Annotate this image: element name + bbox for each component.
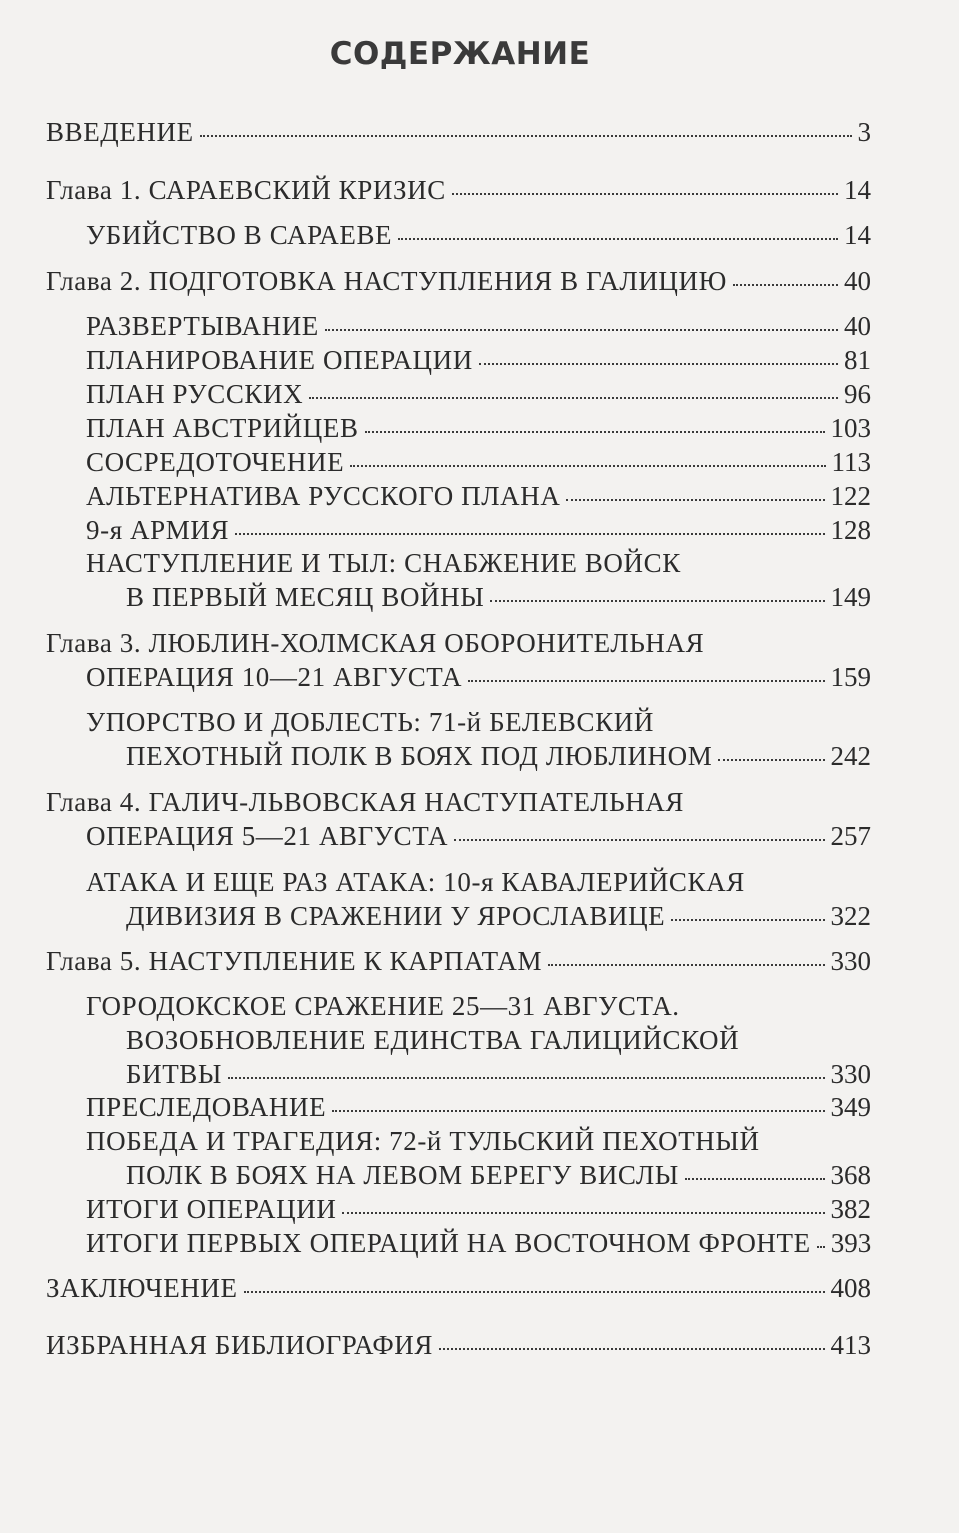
toc-entry [86, 1124, 871, 1192]
toc-entry-title: ПЛАНИРОВАНИЕ ОПЕРАЦИИ [86, 345, 473, 375]
toc-entry [86, 1226, 871, 1260]
toc-page-number: 242 [830, 741, 871, 771]
toc-entry-title: ПЛАН АВСТРИЙЦЕВ [86, 413, 359, 443]
toc-page-number: 128 [830, 515, 871, 545]
toc-entry [46, 264, 871, 298]
toc-page-number: 330 [830, 1059, 871, 1089]
toc-entry-title: ИЗБРАННАЯ БИБЛИОГРАФИЯ [46, 1330, 433, 1360]
dot-leader [398, 238, 838, 240]
toc-page-number: 81 [844, 345, 871, 375]
toc-page-number: 257 [830, 821, 871, 851]
toc-entry [46, 173, 871, 207]
toc-page-number: 96 [844, 379, 871, 409]
toc-entry-title: УБИЙСТВО В САРАЕВЕ [86, 220, 393, 250]
toc-entry-title: ЗАКЛЮЧЕНИЕ [46, 1273, 238, 1303]
toc-entry-title: Глава 2. ПОДГОТОВКА НАСТУПЛЕНИЯ В ГАЛИЦИЮ [46, 266, 727, 296]
toc-page-number: 14 [844, 220, 871, 250]
toc-page-number: 322 [830, 901, 871, 931]
toc-page-number: 3 [857, 117, 871, 147]
dot-leader [235, 533, 824, 535]
dot-leader [200, 135, 852, 137]
toc-entry [86, 865, 871, 933]
toc-entry-title: НАСТУПЛЕНИЕ И ТЫЛ: СНАБЖЕНИЕ ВОЙСК [86, 548, 681, 578]
dot-leader [439, 1348, 825, 1350]
dot-leader [244, 1291, 825, 1293]
toc-entry [86, 479, 871, 513]
toc-entry-title: ГОРОДОКСКОЕ СРАЖЕНИЕ 25—31 АВГУСТА. [86, 991, 680, 1021]
toc-entry-title: АТАКА И ЕЩЕ РАЗ АТАКА: 10-я КАВАЛЕРИЙСКАЯ [86, 867, 745, 897]
toc-entry [86, 513, 871, 547]
toc-entry-title: ПОЛК В БОЯХ НА ЛЕВОМ БЕРЕГУ ВИСЛЫ [126, 1160, 679, 1190]
toc-entry [86, 1192, 871, 1226]
toc-page-number: 330 [830, 946, 871, 976]
toc-page-number: 122 [830, 481, 871, 511]
toc-page-number: 349 [830, 1092, 871, 1122]
toc-entry-title: Глава 3. ЛЮБЛИН-ХОЛМСКАЯ ОБОРОНИТЕЛЬНАЯ [46, 628, 705, 658]
toc-entry-title: Глава 1. САРАЕВСКИЙ КРИЗИС [46, 175, 446, 205]
toc-entry [46, 944, 871, 978]
toc-entry-title: Глава 5. НАСТУПЛЕНИЕ К КАРПАТАМ [46, 946, 543, 976]
toc-entry [86, 989, 871, 1091]
dot-leader [685, 1178, 825, 1180]
toc-page-number: 149 [830, 582, 871, 612]
dot-leader [468, 680, 824, 682]
toc-entry-title: ПОБЕДА И ТРАГЕДИЯ: 72-й ТУЛЬСКИЙ ПЕХОТНЫЙ [86, 1126, 760, 1156]
dot-leader [548, 964, 824, 966]
toc-entry-title: АЛЬТЕРНАТИВА РУССКОГО ПЛАНА [86, 481, 561, 511]
toc-entry [46, 115, 871, 149]
toc-entry-title: ОПЕРАЦИЯ 10—21 АВГУСТА [86, 662, 463, 692]
toc-entry-title: ПЛАН РУССКИХ [86, 379, 304, 409]
dot-leader [817, 1246, 825, 1248]
toc-page-number: 14 [844, 175, 871, 205]
dot-leader [309, 397, 838, 399]
dot-leader [332, 1110, 824, 1112]
toc-entry-title: ВВЕДЕНИЕ [46, 117, 194, 147]
toc-entry-title: ОПЕРАЦИЯ 5—21 АВГУСТА [86, 821, 449, 851]
toc-entry [86, 1090, 871, 1124]
dot-leader [479, 363, 838, 365]
toc-entry-title: УПОРСТВО И ДОБЛЕСТЬ: 71-й БЕЛЕВСКИЙ [86, 707, 654, 737]
toc-page-number: 382 [830, 1194, 871, 1224]
toc-entry-title: 9-я АРМИЯ [86, 515, 230, 545]
toc-entry [86, 377, 871, 411]
dot-leader [490, 600, 824, 602]
toc-entry [86, 546, 871, 614]
toc-entry-title: ПРЕСЛЕДОВАНИЕ [86, 1092, 327, 1122]
dot-leader [733, 284, 838, 286]
toc-entry [46, 1328, 871, 1362]
toc-entry-title: ИТОГИ ОПЕРАЦИИ [86, 1194, 337, 1224]
toc-entry-title: Глава 4. ГАЛИЧ-ЛЬВОВСКАЯ НАСТУПАТЕЛЬНАЯ [46, 787, 685, 817]
toc-entry-title: ДИВИЗИЯ В СРАЖЕНИИ У ЯРОСЛАВИЦЕ [126, 901, 666, 931]
toc-entry [46, 626, 871, 694]
dot-leader [454, 839, 824, 841]
toc-entry-title: ИТОГИ ПЕРВЫХ ОПЕРАЦИЙ НА ВОСТОЧНОМ ФРОНТЕ [86, 1228, 811, 1258]
toc-entry [86, 309, 871, 343]
toc-page-number: 413 [830, 1330, 871, 1360]
toc-page-number: 159 [830, 662, 871, 692]
toc-page-number: 368 [830, 1160, 871, 1190]
toc-entry [86, 343, 871, 377]
toc-entry-title: ВОЗОБНОВЛЕНИЕ ЕДИНСТВА ГАЛИЦИЙСКОЙ [126, 1025, 740, 1055]
toc-entry [46, 1271, 871, 1305]
toc-entry-title: ПЕХОТНЫЙ ПОЛК В БОЯХ ПОД ЛЮБЛИНОМ [126, 741, 713, 771]
toc-entry-title: В ПЕРВЫЙ МЕСЯЦ ВОЙНЫ [126, 582, 485, 612]
dot-leader [452, 193, 838, 195]
toc-entry [86, 705, 871, 773]
toc-page-number: 40 [844, 266, 871, 296]
dot-leader [671, 919, 824, 921]
toc-entry [86, 411, 871, 445]
toc-entry-title: БИТВЫ [126, 1059, 223, 1089]
toc-page-number: 40 [844, 311, 871, 341]
toc-page-number: 408 [830, 1273, 871, 1303]
dot-leader [228, 1077, 824, 1079]
toc-page-number: 103 [830, 413, 871, 443]
dot-leader [342, 1212, 824, 1214]
toc-page-number: 113 [831, 447, 871, 477]
toc-entry [46, 785, 871, 853]
toc-entry [86, 445, 871, 479]
page-title: СОДЕРЖАНИЕ [329, 36, 591, 72]
dot-leader [325, 329, 838, 331]
dot-leader [350, 465, 825, 467]
toc-entry [86, 218, 871, 252]
dot-leader [365, 431, 825, 433]
toc-entry-title: СОСРЕДОТОЧЕНИЕ [86, 447, 345, 477]
dot-leader [566, 499, 824, 501]
toc-entry-title: РАЗВЕРТЫВАНИЕ [86, 311, 319, 341]
dot-leader [718, 759, 824, 761]
toc-page-number: 393 [830, 1228, 872, 1258]
